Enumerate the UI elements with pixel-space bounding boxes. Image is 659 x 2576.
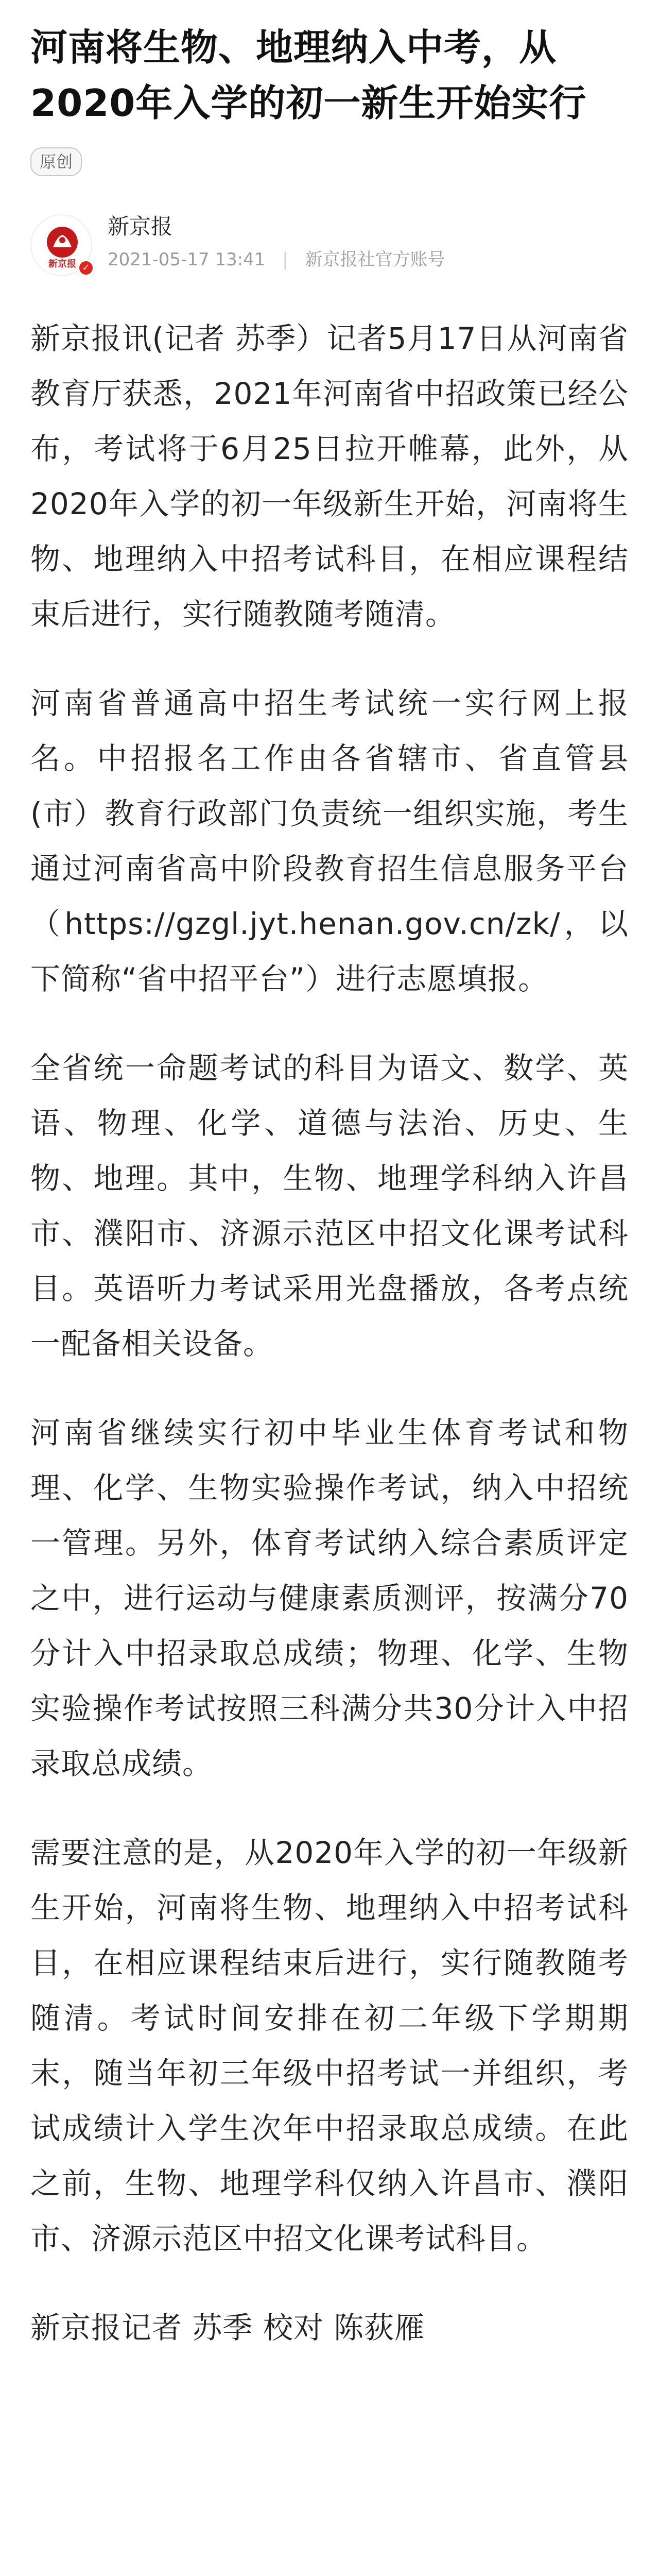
publish-time: 2021-05-17 13:41 [108, 249, 266, 270]
article-body [30, 311, 629, 2355]
paragraph: 全省统一命题考试的科目为语文、数学、英语、物理、化学、道德与法治、历史、生物、地理。其中，生物、地理学科纳入许昌市、濮阳市、济源示范区中招文化课考试科目。英语听力考试采用光盘播放，各考点统一配备相关设备。 [30, 1050, 629, 1361]
meta-separator: | [282, 249, 288, 270]
verified-badge-icon: ✓ [78, 260, 94, 276]
paragraph: 新京报讯(记者 苏季）记者5月17日从河南省教育厅获悉，2021年河南省中招政策已经公布，考试将于6月25日拉开帷幕，此外，从2020年入学的初一年级新生开始，河南将生物、地理纳入中招考试科目，在相应课程结束后进行，实行随教随考随清。 [30, 321, 629, 632]
avatar-label: 新京报 [48, 259, 76, 269]
newspaper-logo-icon [45, 225, 80, 260]
account-source: 新京报社官方账号 [305, 249, 445, 270]
paragraph: 河南省普通高中招生考试统一实行网上报名。中招报名工作由各省辖市、省直管县(市）教育行政部门负责统一组织实施，考生通过河南省高中阶段教育招生信息服务平台（https://gzgl.jyt.henan.gov.cn/zk/，以下简称“省中招平台”）进行志愿填报。 [30, 686, 629, 996]
author-name[interactable]: 新京报 [108, 214, 173, 239]
author-meta [108, 248, 445, 271]
paragraph: 需要注意的是，从2020年入学的初一年级新生开始，河南将生物、地理纳入中招考试科目，在相应课程结束后进行，实行随教随考随清。考试时间安排在初二年级下学期期末，随当年初三年级中招考试一并组织，考试成绩计入学生次年中招录取总成绩。在此之前，生物、地理学科仅纳入许昌市、濮阳市、济源示范区中招文化课考试科目。 [30, 1835, 629, 2256]
paragraph: 河南省继续实行初中毕业生体育考试和物理、化学、生物实验操作考试，纳入中招统一管理。另外，体育考试纳入综合素质评定之中，进行运动与健康素质测评，按满分70分计入中招录取总成绩；物理、化学、生物实验操作考试按照三科满分共30分计入中招录取总成绩。 [30, 1415, 629, 1781]
original-tag: 原创 [30, 147, 82, 176]
article-title: 河南将生物、地理纳入中考，从2020年入学的初一新生开始实行 [30, 26, 587, 125]
byline: 新京报记者 苏季 校对 陈荻雁 [30, 2310, 425, 2345]
author-bar[interactable] [30, 212, 629, 281]
